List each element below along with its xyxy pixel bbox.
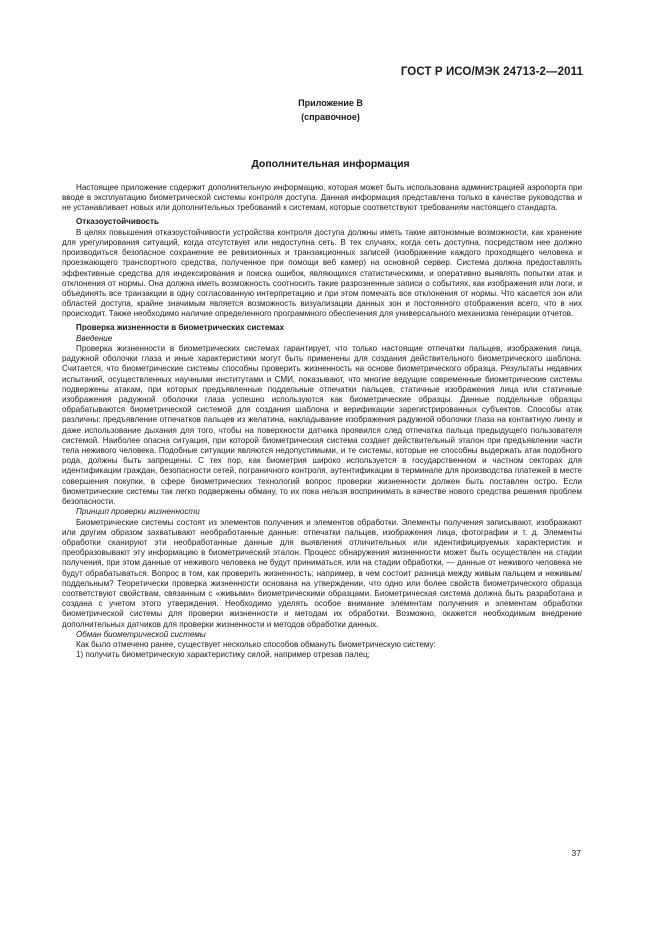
appendix-title: Приложение В: [298, 98, 363, 108]
intro-paragraph: Настоящее приложение содержит дополнительную информацию, которая может быть использована администрацией аэропорта при вводе в эксплуатацию биометрической системы контроля доступа. Данная информация представлена только в качестве руководства и не устанавливает новых или дополнительных требований к системам, которые соответствуют требованиям настоящего стандарта.: [62, 183, 582, 213]
document-id: ГОСТ Р ИСО/МЭК 24713-2—2011: [400, 66, 583, 78]
introduction-subheading: Введение: [76, 333, 113, 343]
spoofing-subheading: Обман биометрической системы: [76, 629, 206, 639]
section-title: Дополнительная информация: [251, 158, 410, 170]
appendix-header: [0, 96, 661, 124]
spoofing-paragraph: Как было отмечено ранее, существует несколько способов обмануть биометрическую систему:: [76, 639, 436, 649]
liveness-heading: Проверка жизненности в биометрических системах: [76, 322, 285, 332]
body-text: [62, 183, 582, 660]
principle-paragraph: Биометрические системы состоят из элементов получения и элементов обработки. Элементы получения записывают, изображают или другим образом захватывают необработанные данные: отпечатки пальцев, изображения лица, фотографии и т. д. Элементы обработки сканируют эти необработанные данные для выявления отличительных или идентифицируемых характеристик и преобразовывают эту информацию в биометрический эталон. Процесс обнаружения жизненности может быть осуществлен на стадии получения, при этом данные от неживого человека не будут приниматься, или на стадии обработки, — данные от неживого человека не будут обрабатываться. Вопрос в том, как проверить жизненность; например, в чем состоит разница между живым пальцем и неживым/поддельным? Теоретически проверка жизненности основана на утверждении, что одно или более свойств биометрического образца соответствуют свойствам, связанным с «живыми» биометрическими образцами. Биометрическая система должна быть разработана и создана с учетом этого утверждения. Необходимо уделять особое внимание элементам получения и элементам обработки биометрической системы для проверки жизненности и методам их обработки. Возможно, окажется необходимым внедрение дополнительных датчиков для проверки жизненности и методов обработки данных.: [62, 517, 582, 629]
spoofing-list-item: 1) получить биометрическую характеристику силой, например отрезав палец;: [76, 650, 370, 660]
liveness-intro-paragraph: Проверка жизненности в биометрических системах гарантирует, что только настоящие отпечатки пальцев, изображения лица, радужной оболочки глаза и иные характеристики могут быть применены для создания действительного биометрического шаблона. Считается, что биометрические системы способны проверить жизненность на основе биометрического образца. Результаты недавних испытаний, осуществленных научными институтами и СМИ, показывают, что многие ведущие современные биометрические системы подвержены атакам, при которых предъявленные поддельные отпечатки пальцев, статичные изображения лица или статичные изображения радужной оболочки глаза успешно используются как биометрические образцы. Данные поддельные образцы обрабатываются биометрической системой для создания шаблона и верификации зарегистрированных субъектов. Способы атак различны: предъявление отпечатков пальцев из желатина, накладывание изображения радужной оболочки глаза на контактную линзу и даже использование дыхания для того, чтобы на поверхности датчика проявился след отпечатка пальца предыдущего пользователя системой. Наиболее опасна ситуация, при которой биометрическая система создает действительный эталон при предъявлении части тела неживого человека. Подобные ситуации являются недопустимыми, и те системы, которые не способны выдержать атак подобного рода, должны быть запрещены. С тех пор, как биометрия широко используется в государственном и частном секторах для идентификации граждан, безопасности сетей, пограничного контроля, аутентификации в терминале для производства платежей в месте совершения покупки, в сфере биометрических технологий вопрос проверки жизненности должен быть поставлен остро. Если биометрические системы так легко подвержены обману, то их пока нельзя воспринимать в качестве нового средства решения проблем безопасности.: [62, 344, 582, 507]
principle-subheading: Принцип проверки жизненности: [76, 507, 200, 517]
appendix-subtitle: (справочное): [301, 112, 360, 122]
page-number: 37: [571, 848, 581, 858]
fault-tolerance-paragraph: В целях повышения отказоустойчивости устройства контроля доступа должны иметь такие автономные возможности, как хранение для урегулирования ситуаций, когда отсутствует или недоступна сеть. В тех случаях, когда сеть доступна, посредством нее должно производиться безопасное сохранение ее ревизионных и транзакционных записей (изображение каждого проходящего человека и проезжающего транспортного средства, полученное при помощи веб камер) на основной сервер. Система должна предоставлять эффективные средства для индексирования и поиска ошибок, являющихся статистическими, и оперативно выявлять попытки атак и отклонения от нормы. Она должна иметь возможность соотносить такие разрозненные записи о событиях, как изображения или логи, и объединять все транзакции в одну согласованную интерпретацию и при этом помечать все отклонения от нормы. Что касается зон или областей доступа, крайне значимым является возможность визуализации данных зон и постоянного отображения всего, что в них происходит. Также необходимо наличие определенного программного обеспечения для универсального механизма генерации отчетов.: [62, 227, 582, 319]
fault-tolerance-heading: Отказоустойчивость: [76, 216, 159, 226]
